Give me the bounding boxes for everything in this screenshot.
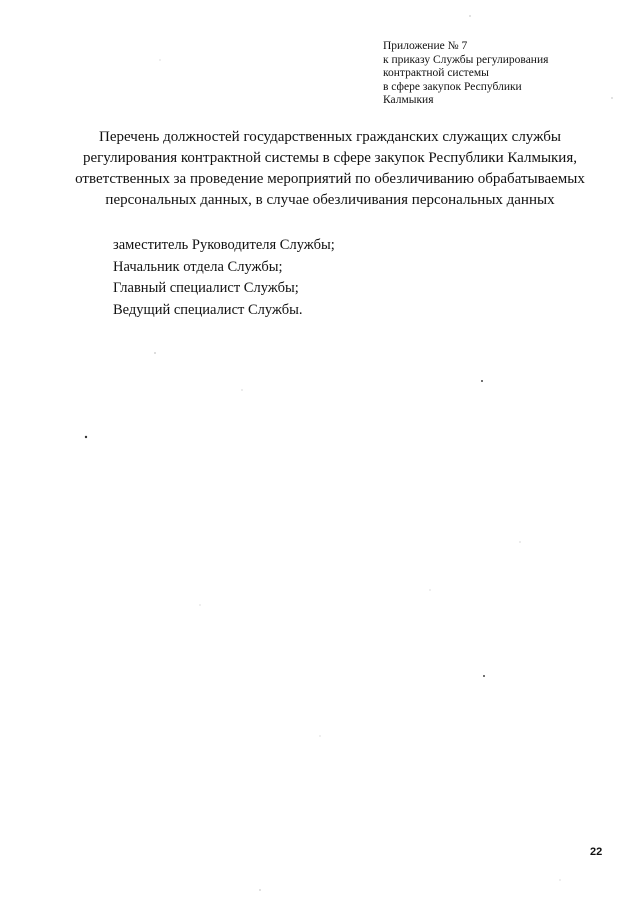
appendix-line: контрактной системы xyxy=(383,67,489,80)
appendix-line: Калмыкия xyxy=(383,94,434,107)
title-line: Перечень должностей государственных гражданских служащих службы xyxy=(99,129,561,145)
appendix-line: Приложение № 7 xyxy=(383,40,468,52)
list-item: заместитель Руководителя Службы; xyxy=(113,237,335,253)
list-item: Начальник отдела Службы; xyxy=(113,258,283,275)
appendix-header xyxy=(383,40,603,108)
appendix-line: к приказу Службы регулирования xyxy=(383,53,549,66)
appendix-line: в сфере закупок Республики xyxy=(383,80,522,93)
list-item: Ведущий специалист Службы. xyxy=(113,301,303,318)
document-title xyxy=(60,127,600,211)
page-number: 22 xyxy=(590,846,603,858)
positions-list xyxy=(113,235,473,321)
title-line: регулирования контрактной системы в сфере закупок Республики Калмыкия, xyxy=(83,150,577,166)
title-line: ответственных за проведение мероприятий по обезличиванию обрабатываемых xyxy=(75,171,585,187)
title-line: персональных данных, в случае обезличивания персональных данных xyxy=(105,192,555,208)
list-item: Главный специалист Службы; xyxy=(113,280,299,296)
